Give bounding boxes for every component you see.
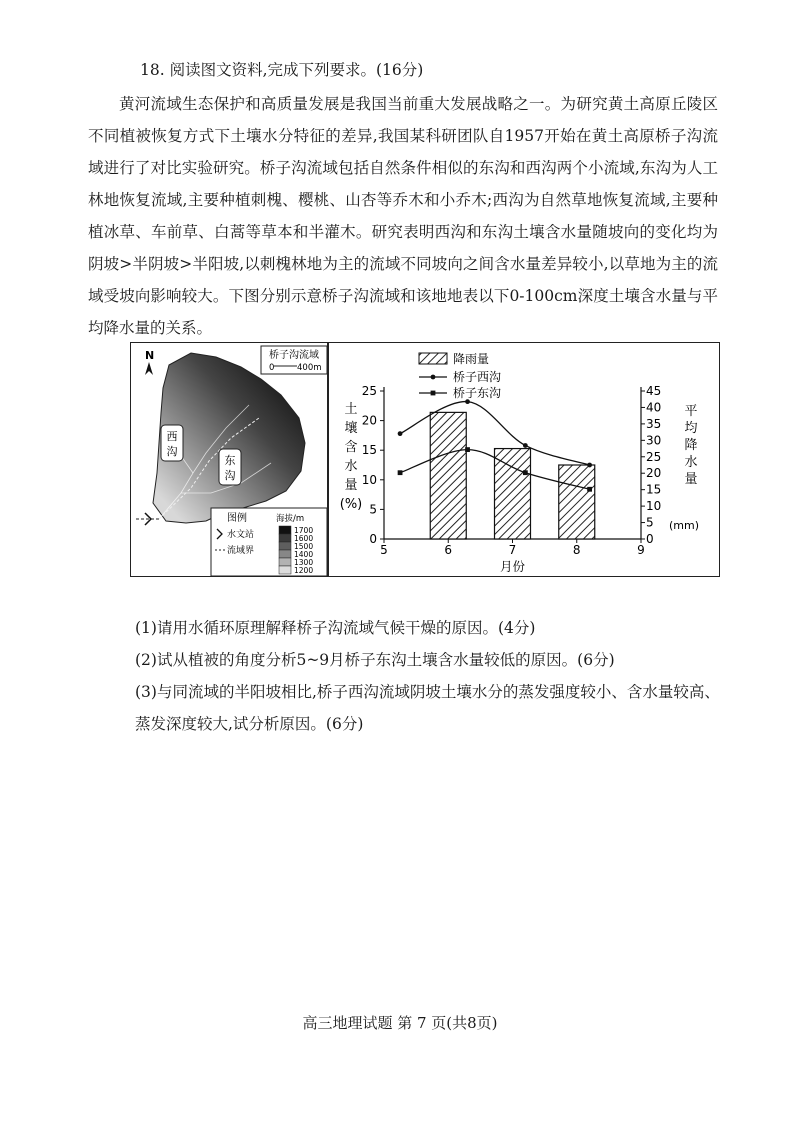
east-label-char1: 东 <box>224 454 236 467</box>
legend-rain-label: 降雨量 <box>453 352 490 366</box>
question-title: 18. 阅读图文资料,完成下列要求。(16分) <box>140 61 424 79</box>
sub-question-2: (2)试从植被的角度分析5~9月桥子东沟土壤含水量较低的原因。(6分) <box>135 651 615 669</box>
y-axis-title-left-char: 含 <box>344 440 358 455</box>
elev-label: 1600 <box>294 534 314 543</box>
x-axis-title: 月份 <box>499 559 526 574</box>
y-tick-label-left: 15 <box>361 443 377 458</box>
x-tick-label: 7 <box>508 543 517 557</box>
rainfall-bar <box>430 412 466 539</box>
series-point-west <box>523 443 528 448</box>
series-point-east <box>587 487 592 492</box>
chart-layer <box>340 352 699 574</box>
elevation-legend <box>279 526 313 575</box>
elev-label: 1300 <box>294 558 314 567</box>
elev-swatch <box>279 558 291 566</box>
y-tick-label-right: 0 <box>646 532 654 546</box>
series-point-east <box>523 470 528 475</box>
y-tick-label-left: 25 <box>361 384 377 398</box>
west-label-char1: 西 <box>166 430 178 443</box>
legend-west-marker <box>431 375 436 380</box>
legend-station: 水文站 <box>227 530 255 540</box>
y-axis-title-left-char: 土 <box>344 402 358 417</box>
watershed-map <box>130 342 328 577</box>
x-tick-label: 9 <box>637 543 645 557</box>
sub-question-3: (3)与同流域的半阳坡相比,桥子西沟流域阴坡土壤水分的蒸发强度较小、含水量较高、蒸发深度较大,试分析原因。(6分) <box>135 683 720 733</box>
legend-boundary: 流域界 <box>227 546 255 556</box>
elev-swatch <box>279 534 291 542</box>
legend-rain-swatch <box>419 353 447 364</box>
legend-elev-title: 海拔/m <box>276 514 305 524</box>
series-point-east <box>398 470 403 475</box>
rainfall-bar <box>559 465 595 539</box>
y-tick-label-right: 15 <box>646 482 662 497</box>
scale-end: 400m <box>297 363 322 373</box>
sub-question-1: (1)请用水循环原理解释桥子沟流域气候干燥的原因。(4分) <box>135 619 536 637</box>
elev-swatch <box>279 550 291 558</box>
elev-label: 1700 <box>294 526 314 535</box>
north-arrow-icon <box>145 362 153 375</box>
chart <box>328 342 720 577</box>
chart-svg <box>329 343 721 578</box>
series-point-west <box>587 463 592 468</box>
y-tick-label-left: 5 <box>369 502 377 517</box>
y-tick-label-right: 40 <box>646 400 662 415</box>
y-axis-unit-right: (mm) <box>669 519 700 532</box>
y-axis-title-right-char: 量 <box>684 472 698 487</box>
scale-zero: 0 <box>269 363 275 373</box>
y-axis-title-left-char: (%) <box>339 497 363 512</box>
y-tick-label-left: 10 <box>361 472 377 487</box>
y-axis-title-right-char: 水 <box>684 455 698 470</box>
y-axis-title-left-char: 量 <box>344 478 358 493</box>
legend-title: 图例 <box>227 513 247 524</box>
y-tick-label-right: 5 <box>646 515 654 530</box>
elev-label: 1400 <box>294 550 314 559</box>
question-paragraph <box>88 88 718 344</box>
y-axis-title-right-char: 降 <box>684 438 698 453</box>
legend-east-marker <box>431 391 436 396</box>
map-svg <box>131 343 329 578</box>
y-tick-label-right: 25 <box>646 449 662 464</box>
y-tick-label-right: 20 <box>646 466 662 481</box>
y-tick-label-right: 45 <box>646 384 662 398</box>
rainfall-bar <box>495 449 531 539</box>
map-title: 桥子沟流域 <box>269 350 319 361</box>
x-tick-label: 6 <box>444 543 453 557</box>
y-axis-title-left-char: 水 <box>344 459 358 474</box>
north-label: N <box>145 349 155 362</box>
y-axis-title-left-char: 壤 <box>344 421 358 436</box>
west-label-char2: 沟 <box>166 445 178 458</box>
legend-east-label: 桥子东沟 <box>453 386 502 400</box>
y-axis-title-right-char: 均 <box>684 421 698 436</box>
legend-west-label: 桥子西沟 <box>453 370 502 384</box>
y-tick-label-right: 35 <box>646 416 662 431</box>
y-tick-label-left: 0 <box>369 532 377 546</box>
elev-swatch <box>279 526 291 534</box>
series-point-west <box>398 431 403 436</box>
paragraph-text: 黄河流域生态保护和高质量发展是我国当前重大发展战略之一。为研究黄土高原丘陵区不同植被恢复方式下土壤水分特征的差异,我国某科研团队自1957开始在黄土高原桥子沟流域进行了对比实验研究。桥子沟流域包括自然条件相似的东沟和西沟两个小流域,东沟为人工林地恢复流域,主要种植刺槐、樱桃、山杏等乔木和小乔木;西沟为自然草地恢复流域,主要种植冰草、车前草、白蒿等草本和半灌木。研究表明西沟和东沟土壤含水量随坡向的变化均为阴坡>半阴坡>半阳坡,以刺槐林地为主的流域不同坡向之间含水量差异较小,以草地为主的流域受坡向影响较大。下图分别示意桥子沟流域和该地地表以下0-100cm深度土壤含水量与平均降水量的关系。 <box>88 95 718 337</box>
y-tick-label-right: 30 <box>646 433 662 448</box>
y-axis-title-right-char: 平 <box>684 404 698 419</box>
x-tick-label: 8 <box>572 543 581 557</box>
elev-swatch <box>279 566 291 574</box>
page-footer: 高三地理试题 第 7 页(共8页) <box>302 1014 498 1032</box>
elev-label: 1200 <box>294 566 314 575</box>
series-point-east <box>465 447 470 452</box>
elev-swatch <box>279 542 291 550</box>
y-tick-label-left: 20 <box>361 413 377 428</box>
east-label-char2: 沟 <box>224 469 236 482</box>
elev-label: 1500 <box>294 542 314 551</box>
x-tick-label: 5 <box>380 543 388 557</box>
y-tick-label-right: 10 <box>646 499 662 514</box>
